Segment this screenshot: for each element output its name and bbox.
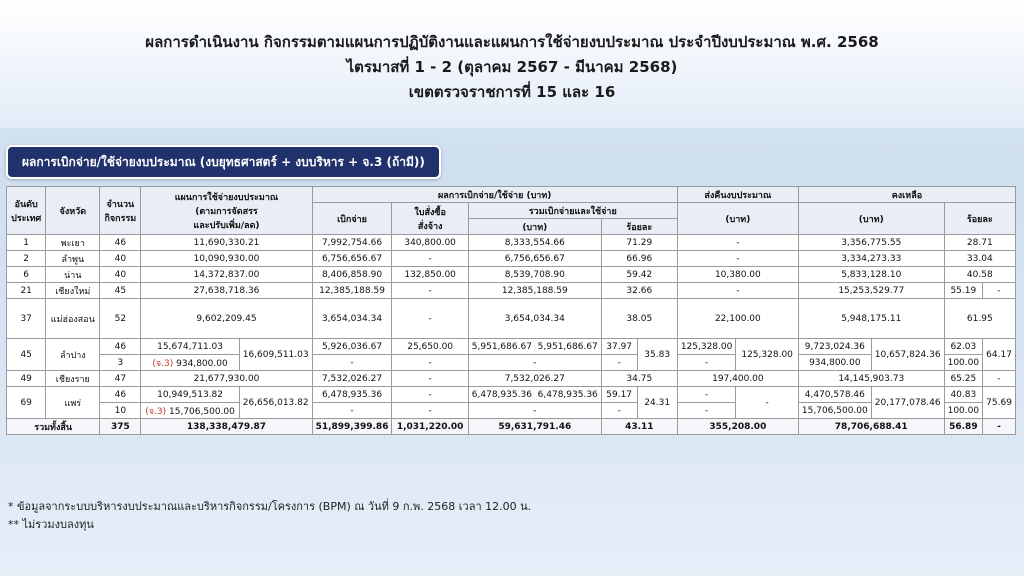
- table-row: 37 แม่ฮ่องสอน 52 9,602,209.45 3,654,034.34 - 3,654,034.34 38.05 22,100.00 5,948,175.11 61.95: [7, 299, 1016, 339]
- header-disbursed: เบิกจ่าย: [312, 203, 392, 235]
- header-plan: แผนการใช้จ่ายงบประมาณ (ตามการจัดสรร และปรับเพิ่ม/ลด): [141, 187, 312, 235]
- header-province: จังหวัด: [46, 187, 100, 235]
- total-row: รวมทั้งสิ้น 375 138,338,479.87 51,899,399.86 1,031,220.00 59,631,791.46 43.11 355,208.00 78,706,688.41 56.89 -: [7, 419, 1016, 435]
- header-remaining: คงเหลือ: [798, 187, 1015, 203]
- j3-tag: (จ.3): [145, 406, 167, 417]
- header-rank: อันดับ ประเทศ: [7, 187, 46, 235]
- header-po: ใบสั่งซื้อ สั่งจ้าง: [392, 203, 468, 235]
- footnote-investment: ** ไม่รวมงบลงทุน: [8, 518, 94, 531]
- table-row: 2 ลำพูน 40 10,090,930.00 6,756,656.67 - 6,756,656.67 66.96 - 3,334,273.33 33.04: [7, 251, 1016, 267]
- footnote-source: * ข้อมูลจากระบบบริหารงบประมาณและบริหารกิจกรรม/โครงการ (BPM) ณ วันที่ 9 ก.พ. 2568 เวลา 12.00 น.: [8, 500, 532, 513]
- header-count: จำนวน กิจกรรม: [100, 187, 141, 235]
- header-remaining-percent: ร้อยละ: [944, 203, 1015, 235]
- header-total-percent: ร้อยละ: [601, 219, 677, 235]
- header-returned-baht: (บาท): [677, 203, 798, 235]
- table-row: 69 แพร่ 46 10,949,513.82 26,656,013.82 6,478,935.36 - 6,478,935.36 6,478,935.36 59.17 24.31 - - 4,470,578.46 20,177,078.46 40.83 75.69: [7, 387, 1016, 403]
- section-label: ผลการเบิกจ่าย/ใช้จ่ายงบประมาณ (งบยุทธศาสตร์ + งบบริหาร + จ.3 (ถ้ามี)): [6, 145, 441, 179]
- header-disbursement-group: ผลการเบิกจ่าย/ใช้จ่าย (บาท): [312, 187, 677, 203]
- table-row: 21 เชียงใหม่ 45 27,638,718.36 12,385,188.59 - 12,385,188.59 32.66 - 15,253,529.77 55.19 -: [7, 283, 1016, 299]
- budget-table: [6, 186, 1016, 435]
- report-region: เขตตรวจราชการที่ 15 และ 16: [408, 83, 616, 101]
- header-returned: ส่งคืนงบประมาณ: [677, 187, 798, 203]
- header-remaining-baht: (บาท): [798, 203, 944, 235]
- table-row: 6 น่าน 40 14,372,837.00 8,406,858.90 132,850.00 8,539,708.90 59.42 10,380.00 5,833,128.10 40.58: [7, 267, 1016, 283]
- table-row: 45 ลำปาง 46 15,674,711.03 16,609,511.03 5,926,036.67 25,650.00 5,951,686.67 5,951,686.67 37.97 35.83 125,328.00 125,328.00 9,723,024.36 10,657,824.36 62.03 64.17: [7, 339, 1016, 355]
- table-row: 3 (จ.3) 934,800.00 - - - - - 934,800.00 100.00: [7, 355, 1016, 371]
- table-row: 49 เชียงราย 47 21,677,930.00 7,532,026.27 - 7,532,026.27 34.75 197,400.00 14,145,903.73 65.25 -: [7, 371, 1016, 387]
- j3-tag: (จ.3): [152, 358, 174, 369]
- header-total-group: รวมเบิกจ่ายและใช้จ่าย: [468, 203, 677, 219]
- report-title: ผลการดำเนินงาน กิจกรรมตามแผนการปฏิบัติงานและแผนการใช้จ่ายงบประมาณ ประจำปีงบประมาณ พ.ศ. 2568: [145, 33, 879, 51]
- report-period: ไตรมาสที่ 1 - 2 (ตุลาคม 2567 - มีนาคม 2568): [346, 58, 678, 76]
- header-total-baht: (บาท): [468, 219, 601, 235]
- title-band: [0, 0, 1024, 128]
- header-row-1: [7, 187, 1016, 203]
- table-row: 10 (จ.3) 15,706,500.00 - - - - - 15,706,500.00 100.00: [7, 403, 1016, 419]
- table-row: 1 พะเยา 46 11,690,330.21 7,992,754.66 340,800.00 8,333,554.66 71.29 - 3,356,775.55 28.71: [7, 235, 1016, 251]
